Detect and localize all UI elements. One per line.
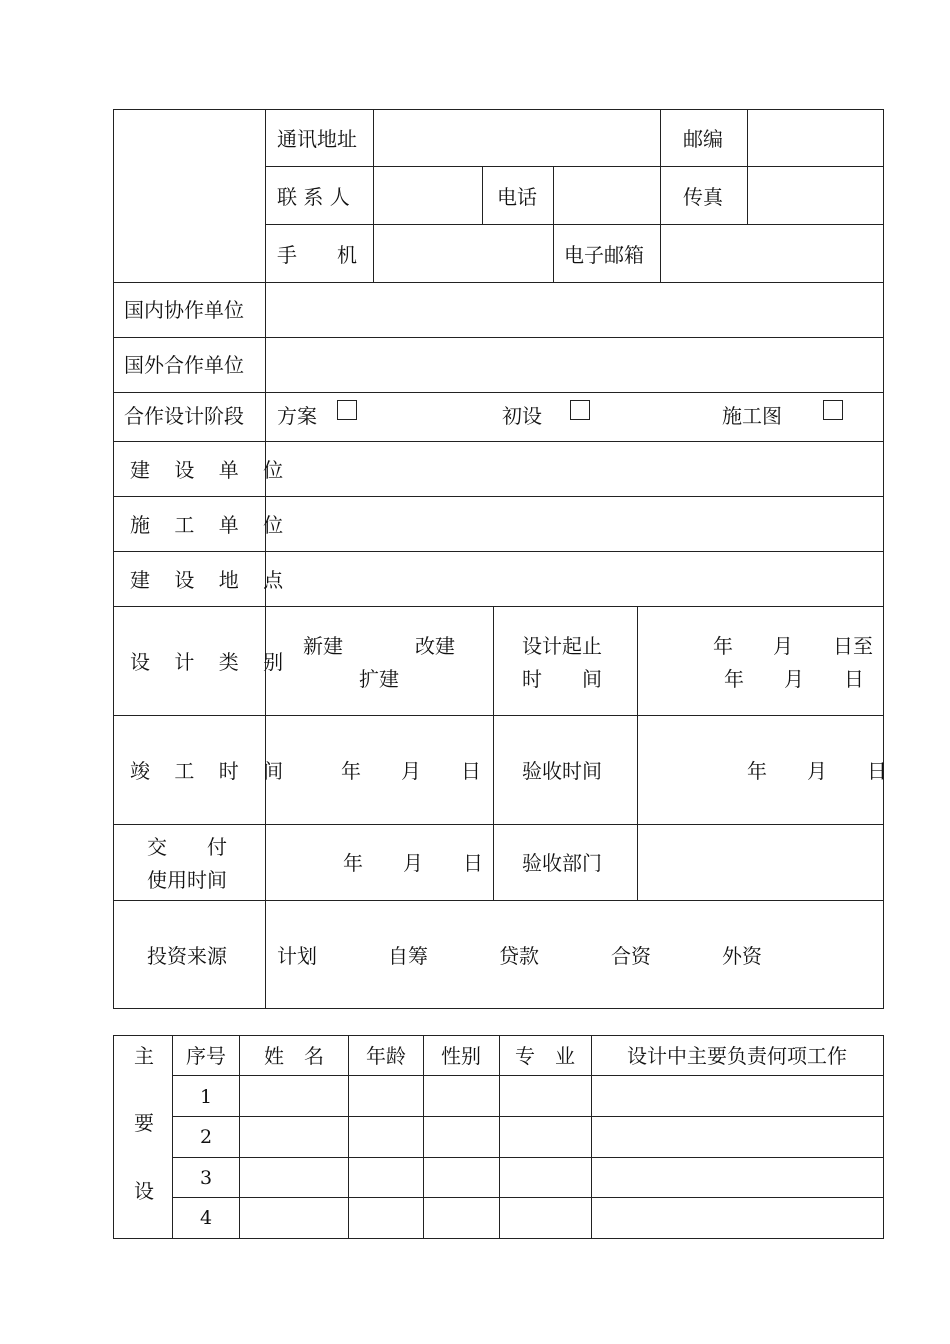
domestic-partner-label: 国内协作单位 — [124, 298, 244, 322]
mobile-field[interactable] — [374, 225, 553, 282]
header-responsibility: 设计中主要负责何项工作 — [627, 1044, 847, 1068]
completion-date-field[interactable]: 年 月 日 — [341, 759, 481, 783]
investment-loan-option[interactable]: 贷款 — [499, 944, 539, 968]
delivery-time-label: 交 付 — [147, 835, 227, 859]
stage-construction-drawing-checkbox[interactable] — [823, 400, 843, 420]
postcode-field[interactable] — [748, 110, 883, 166]
construction-site-field[interactable] — [266, 552, 883, 606]
table-row-number: 3 — [199, 1167, 213, 1189]
foreign-partner-field[interactable] — [266, 338, 883, 392]
foreign-partner-label: 国外合作单位 — [124, 353, 244, 377]
address-field[interactable] — [374, 110, 660, 166]
table-row[interactable] — [240, 1076, 883, 1116]
email-field[interactable] — [661, 225, 883, 282]
header-age: 年龄 — [366, 1044, 406, 1068]
design-period-label: 设计起止 — [522, 634, 602, 658]
fax-label: 传真 — [683, 185, 723, 209]
category-expand-option[interactable]: 扩建 — [359, 667, 399, 691]
delivery-date-field[interactable]: 年 月 日 — [343, 851, 483, 875]
contact-person-field[interactable] — [374, 167, 482, 224]
design-period-value[interactable]: 年 月 日 — [724, 667, 864, 691]
construction-contractor-label: 施 工 单 位 — [130, 513, 293, 537]
address-label: 通讯地址 — [277, 127, 357, 151]
acceptance-date-field[interactable]: 年 月 日 — [747, 759, 887, 783]
investment-plan-option[interactable]: 计划 — [277, 944, 317, 968]
stage-preliminary-checkbox[interactable] — [570, 400, 590, 420]
construction-owner-field[interactable] — [266, 442, 883, 496]
header-index: 序号 — [186, 1044, 226, 1068]
category-new-option[interactable]: 新建 — [303, 634, 343, 658]
acceptance-dept-label: 验收部门 — [522, 851, 602, 875]
table-row[interactable] — [240, 1117, 883, 1157]
phone-label: 电话 — [497, 185, 537, 209]
completion-time-label: 竣 工 时 间 — [130, 759, 293, 783]
investment-source-label: 投资来源 — [147, 944, 227, 968]
investment-foreign-option[interactable]: 外资 — [722, 944, 762, 968]
acceptance-time-label: 验收时间 — [522, 759, 602, 783]
mobile-label: 手 机 — [277, 243, 357, 267]
construction-contractor-field[interactable] — [266, 497, 883, 551]
table-row-number: 2 — [199, 1126, 213, 1148]
stage-scheme-checkbox[interactable] — [337, 400, 357, 420]
postcode-label: 邮编 — [683, 127, 723, 151]
fax-field[interactable] — [748, 167, 883, 224]
design-period-label: 时 间 — [522, 667, 602, 691]
investment-joint-venture-option[interactable]: 合资 — [611, 944, 651, 968]
delivery-time-label: 使用时间 — [147, 868, 227, 892]
table-row[interactable] — [240, 1158, 883, 1197]
stage-option-label: 施工图 — [722, 404, 782, 428]
header-gender: 性别 — [441, 1044, 481, 1068]
staff-side-label: 主 — [134, 1044, 154, 1068]
table-row[interactable] — [240, 1198, 883, 1238]
staff-side-label: 设 — [134, 1179, 154, 1203]
domestic-partner-field[interactable] — [266, 283, 883, 337]
construction-site-label: 建 设 地 点 — [130, 568, 293, 592]
contact-person-label: 联 系 人 — [277, 185, 350, 209]
stage-option-label: 初设 — [502, 404, 542, 428]
category-renovate-option[interactable]: 改建 — [415, 634, 455, 658]
design-stage-label: 合作设计阶段 — [124, 404, 244, 428]
email-label: 电子邮箱 — [564, 243, 644, 267]
table-row-number: 1 — [199, 1086, 213, 1108]
acceptance-dept-field[interactable] — [638, 825, 883, 900]
table-row-number: 4 — [199, 1207, 213, 1229]
staff-side-label: 要 — [134, 1111, 154, 1135]
construction-owner-label: 建 设 单 位 — [130, 458, 293, 482]
phone-field[interactable] — [554, 167, 660, 224]
design-period-value[interactable]: 年 月 日至 — [713, 634, 873, 658]
investment-self-raised-option[interactable]: 自筹 — [388, 944, 428, 968]
stage-option-label: 方案 — [277, 404, 317, 428]
design-category-label: 设 计 类 别 — [130, 650, 293, 674]
header-name: 姓 名 — [264, 1044, 324, 1068]
header-major: 专 业 — [515, 1044, 575, 1068]
